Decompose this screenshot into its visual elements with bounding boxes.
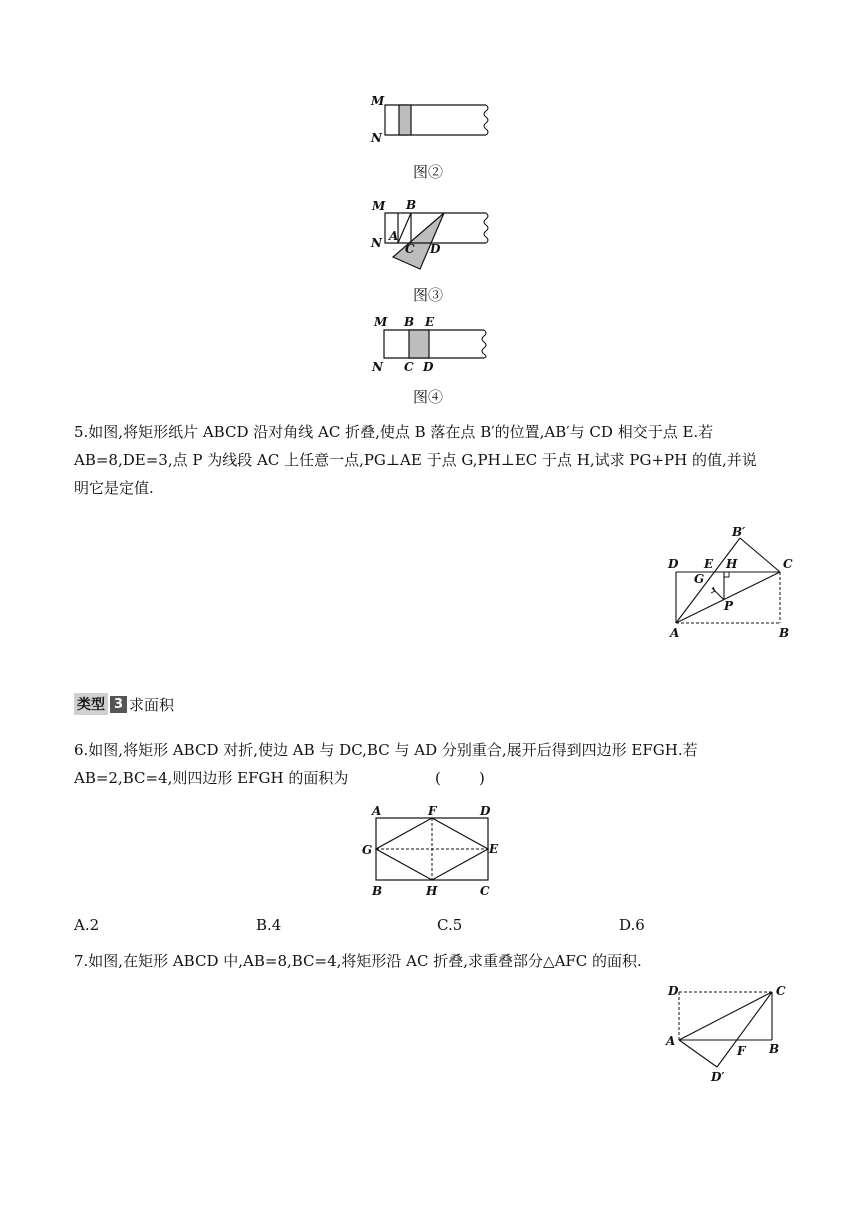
figure-3-caption: 图③ [413, 286, 444, 304]
label-C: C [480, 884, 490, 898]
answer-parentheses: ( ) [435, 769, 485, 787]
label-M: M [374, 315, 388, 329]
label-M: M [372, 199, 386, 213]
label-B: B [404, 315, 415, 329]
question-6-line-1: 6.如图,将矩形 ABCD 对折,使边 AB 与 DC,BC 与 AD 分别重合,展开后得到四边形 EFGH.若 [74, 741, 698, 759]
figure-4-caption: 图④ [413, 388, 444, 406]
label-A: A [670, 626, 680, 640]
label-D: D [668, 984, 679, 998]
label-A: A [666, 1034, 676, 1048]
question-6-line-2-text: AB=2,BC=4,则四边形 EFGH 的面积为 [74, 769, 349, 787]
choice-b[interactable]: B.4 [256, 916, 282, 934]
label-B: B [769, 1042, 780, 1056]
label-N: N [371, 236, 382, 250]
label-M: M [371, 94, 385, 108]
choice-c[interactable]: C.5 [437, 916, 463, 934]
label-E: E [704, 557, 714, 571]
figure-4 [360, 313, 500, 375]
label-E: E [425, 315, 435, 329]
label-G: G [362, 843, 373, 857]
label-H: H [426, 884, 438, 898]
label-C: C [776, 984, 786, 998]
question-7-line-1: 7.如图,在矩形 ABCD 中,AB=8,BC=4,将矩形沿 AC 折叠,求重叠部分△AFC 的面积. [74, 952, 642, 970]
label-E: E [489, 842, 499, 856]
question-5-line-1: 5.如图,将矩形纸片 ABCD 沿对角线 AC 折叠,使点 B 落在点 B′的位置,AB′与 CD 相交于点 E.若 [74, 423, 714, 441]
choice-a[interactable]: A.2 [74, 916, 100, 934]
question-5 [74, 418, 790, 502]
label-D: D [480, 804, 491, 818]
type-title: 求面积 [129, 695, 175, 714]
label-C: C [405, 242, 415, 256]
label-C: C [404, 360, 414, 374]
figure-2 [360, 90, 500, 150]
label-B-prime: B′ [732, 525, 746, 539]
label-D: D [423, 360, 434, 374]
label-A: A [372, 804, 382, 818]
label-D: D [668, 557, 679, 571]
question-6-figure [358, 803, 508, 901]
label-D-prime: D′ [711, 1070, 725, 1084]
type-number: 3 [110, 696, 127, 713]
label-D: D [430, 242, 441, 256]
question-5-line-2: AB=8,DE=3,点 P 为线段 AC 上任意一点,PG⊥AE 于点 G,PH⊥EC 于点 H,试求 PG+PH 的值,并说 [74, 451, 757, 469]
label-F: F [428, 804, 437, 818]
choice-d[interactable]: D.6 [619, 916, 645, 934]
label-B: B [372, 884, 383, 898]
question-5-figure [664, 520, 804, 645]
label-N: N [371, 131, 382, 145]
question-7 [74, 947, 790, 975]
label-B: B [406, 198, 417, 212]
question-6-line-2 [74, 764, 790, 792]
section-heading-type-3 [74, 693, 174, 715]
figure-2-caption: 图② [413, 163, 444, 181]
label-P: P [724, 599, 734, 613]
label-C: C [783, 557, 793, 571]
label-F: F [737, 1044, 746, 1058]
question-6 [74, 736, 790, 792]
figure-3 [360, 195, 500, 275]
question-7-figure [660, 978, 800, 1090]
type-label: 类型 [74, 693, 108, 715]
label-B: B [779, 626, 790, 640]
label-A: A [389, 229, 399, 243]
label-G: G [694, 572, 705, 586]
label-H: H [726, 557, 738, 571]
label-N: N [372, 360, 383, 374]
question-5-line-3: 明它是定值. [74, 479, 154, 497]
